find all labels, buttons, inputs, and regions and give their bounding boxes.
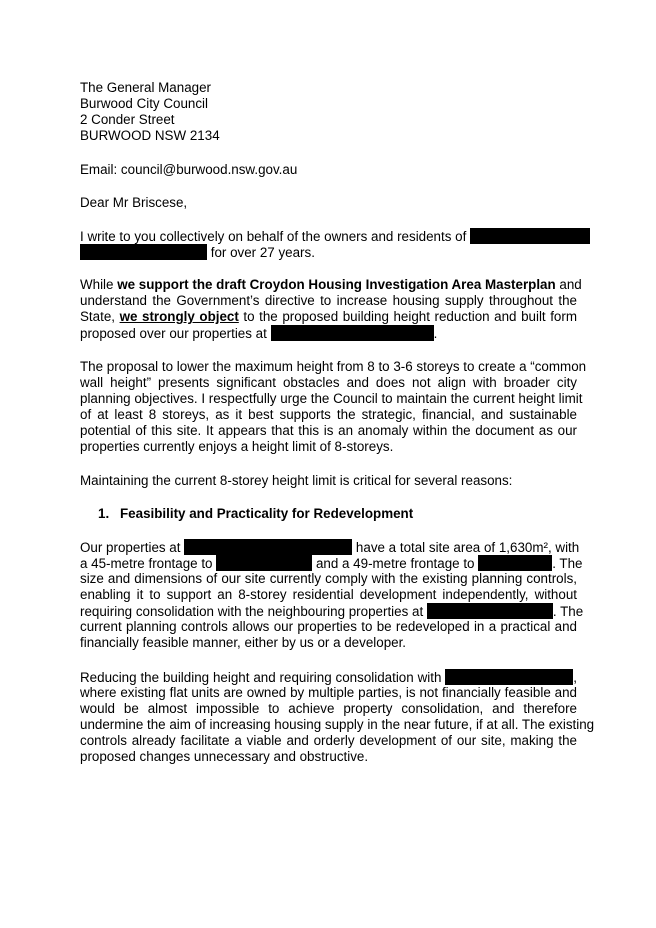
paragraph-5-line-6: current planning controls allows our properties to be redeveloped in a practical and xyxy=(80,619,577,634)
objection-statement: we strongly object xyxy=(119,309,239,324)
paragraph-2-text: and xyxy=(555,277,582,292)
paragraph-4: Maintaining the current 8-storey height limit is critical for several reasons: xyxy=(80,473,513,488)
paragraph-1-line-1 xyxy=(80,228,590,246)
heading-text: Feasibility and Practicality for Redevelopment xyxy=(120,506,414,521)
paragraph-5-line-2 xyxy=(80,555,583,573)
section-heading-1 xyxy=(98,506,413,523)
paragraph-6-text: , xyxy=(573,670,577,685)
paragraph-1-text: I write to you collectively on behalf of the owners and residents of xyxy=(80,229,471,244)
paragraph-2-line-2: understand the Government’s directive to increase housing supply throughout the xyxy=(80,293,577,308)
redaction-box xyxy=(470,228,590,244)
paragraph-2-text: to the proposed building height reduction and built form xyxy=(238,309,577,324)
paragraph-2-text: . xyxy=(433,326,438,341)
heading-number: 1. xyxy=(98,506,110,521)
paragraph-3-line-3: planning objectives. I respectfully urge the Council to maintain the current height limit xyxy=(80,391,583,406)
paragraph-3-line-6: properties currently enjoys a height limit of 8-storeys. xyxy=(80,439,394,454)
paragraph-3-line-4: of at least 8 storeys, as it best supports the strategic, financial, and sustainable xyxy=(80,407,577,422)
recipient-organisation: Burwood City Council xyxy=(80,96,209,111)
paragraph-5-line-5 xyxy=(80,603,584,621)
recipient-email: Email: council@burwood.nsw.gov.au xyxy=(80,162,298,177)
paragraph-5-line-3: size and dimensions of our site currently comply with the existing planning controls, xyxy=(80,571,577,586)
redaction-box xyxy=(478,555,552,571)
paragraph-3-line-5: potential of this site. It appears that this is an anomaly within the document as our xyxy=(80,423,577,438)
paragraph-3-line-2: wall height” presents significant obstacles and does not align with broader city xyxy=(80,375,577,390)
paragraph-5-text: requiring consolidation with the neighbouring properties at xyxy=(80,604,427,619)
paragraph-6-line-3: would be almost impossible to achieve property consolidation, and therefore xyxy=(80,701,577,716)
paragraph-6-line-4: undermine the aim of increasing housing supply in the near future, if at all. The existing xyxy=(80,717,595,732)
paragraph-5-line-7: financially feasible manner, either by us or a developer. xyxy=(80,635,407,650)
paragraph-5-text: . The xyxy=(552,604,584,619)
paragraph-6-line-5: controls already facilitate a viable and orderly development of our site, making the xyxy=(80,733,577,748)
paragraph-2-line-3 xyxy=(80,309,577,326)
redaction-box xyxy=(271,325,434,341)
redaction-box xyxy=(427,603,553,619)
recipient-title: The General Manager xyxy=(80,80,212,95)
paragraph-5-text: and a 49-metre frontage to xyxy=(312,556,479,571)
paragraph-2-text: While xyxy=(80,277,118,292)
paragraph-2-line-4 xyxy=(80,325,437,343)
paragraph-1-text: for over 27 years. xyxy=(207,245,315,260)
paragraph-2-line-1 xyxy=(80,277,582,294)
paragraph-6-line-1 xyxy=(80,669,577,687)
recipient-street: 2 Conder Street xyxy=(80,112,175,127)
redaction-box xyxy=(216,555,312,571)
recipient-suburb: BURWOOD NSW 2134 xyxy=(80,128,220,143)
paragraph-5-text: . The xyxy=(552,556,583,571)
redaction-box xyxy=(80,244,207,260)
paragraph-5-text: a 45-metre frontage to xyxy=(80,556,217,571)
redaction-box xyxy=(184,539,352,555)
paragraph-3-line-1: The proposal to lower the maximum height from 8 to 3-6 storeys to create a “common xyxy=(80,359,587,374)
paragraph-5-text: Our properties at xyxy=(80,540,185,555)
support-statement: we support the draft Croydon Housing Investigation Area Masterplan xyxy=(117,277,556,292)
paragraph-2-text: State, xyxy=(80,309,120,324)
paragraph-6-text: Reducing the building height and requiring consolidation with xyxy=(80,670,446,685)
paragraph-6-line-6: proposed changes unnecessary and obstructive. xyxy=(80,749,369,764)
paragraph-2-text: proposed over our properties at xyxy=(80,326,271,341)
paragraph-1-line-2 xyxy=(80,244,315,262)
paragraph-5-line-4: enabling it to support an 8-storey residential development independently, without xyxy=(80,587,577,602)
paragraph-5-text: have a total site area of 1,630m², with xyxy=(352,540,580,555)
salutation: Dear Mr Briscese, xyxy=(80,195,188,210)
paragraph-5-line-1 xyxy=(80,539,580,557)
paragraph-6-line-2: where existing flat units are owned by multiple parties, is not financially feasible and xyxy=(80,685,577,700)
redaction-box xyxy=(445,669,573,685)
